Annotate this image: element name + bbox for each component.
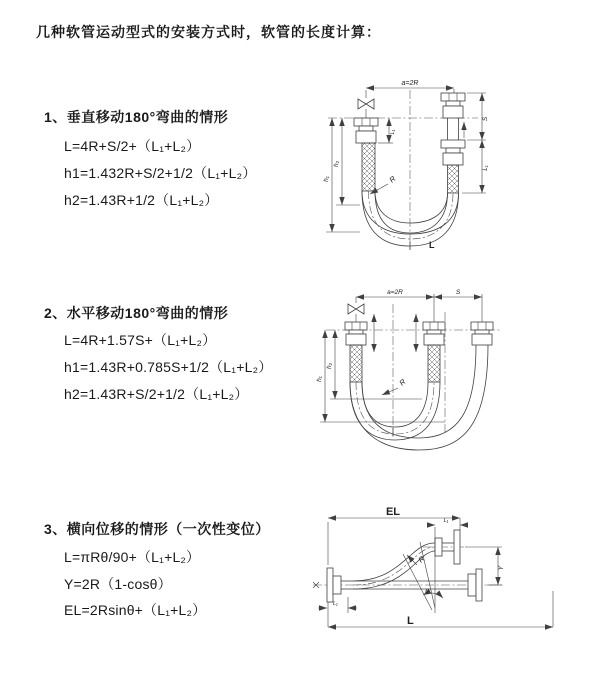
dim-label-s: S	[482, 116, 489, 122]
displaced-hose	[353, 543, 435, 589]
dim-label-r: R	[387, 174, 398, 185]
dim-label-r: R	[397, 377, 408, 388]
dim-label-l: L	[429, 240, 435, 250]
left-fitting	[354, 118, 378, 191]
dim-label-l1-left: L₁	[333, 601, 338, 607]
section3-formula-EL: EL=2Rsinθ+（L₁+L₂）	[64, 602, 207, 618]
right-fitting-lower	[441, 140, 465, 193]
dim-label-el: EL	[385, 506, 401, 518]
dim-label-s: S	[455, 289, 461, 296]
section3-heading: 3、横向位移的情形（一次性变位）	[44, 521, 270, 537]
dim-label-h2: h₂	[326, 362, 333, 370]
dimension-lines	[318, 518, 553, 627]
valve-icon	[348, 304, 364, 322]
dimension-labels	[323, 80, 489, 250]
left-fitting	[345, 322, 367, 382]
diagram-lateral-displacement	[305, 505, 595, 640]
section3-formula-L: L=πRθ/90+（L₁+L₂）	[64, 549, 201, 565]
dim-label-a2r: a=2R	[387, 289, 403, 296]
dim-label-theta: θ	[425, 588, 429, 595]
dim-label-h1: h₁	[323, 176, 330, 182]
section2-formula-h2: h2=1.43R+S/2+1/2（L₁+L₂）	[64, 386, 249, 402]
dim-label-h2: h₂	[333, 160, 340, 168]
section1-heading: 1、垂直移动180°弯曲的情形	[44, 109, 229, 125]
dim-label-a2r: a=2R	[401, 80, 419, 87]
section1-formula-h1: h1=1.432R+S/2+1/2（L₁+L₂）	[64, 165, 257, 181]
dimension-lines	[320, 294, 482, 422]
braid-section	[362, 143, 375, 191]
section2-heading: 2、水平移动180°弯曲的情形	[44, 305, 229, 321]
section1-formula-L: L=4R+S/2+（L₁+L₂）	[64, 138, 201, 154]
dim-label-l1-right: L₁	[443, 518, 449, 524]
dim-label-l1-left: L₁	[390, 129, 396, 135]
dim-label-r: R	[416, 554, 427, 565]
braid-section	[448, 165, 459, 193]
section2-formula-h1: h1=1.43R+0.785S+1/2（L₁+L₂）	[64, 359, 273, 375]
dim-label-l1-right: L₁	[483, 165, 489, 171]
dim-label-l: L	[407, 615, 414, 627]
diagram-vertical-180-bend	[312, 76, 532, 252]
right-fitting-upper	[441, 93, 465, 118]
middle-fitting	[423, 322, 445, 382]
diagram-horizontal-180-bend	[312, 282, 552, 457]
right-fitting	[471, 322, 493, 345]
page-title: 几种软管运动型式的安装方式时，软管的长度计算：	[36, 24, 381, 40]
dim-label-h1: h₁	[316, 376, 323, 382]
section3-formula-Y: Y=2R（1-cosθ）	[64, 576, 172, 592]
section1-formula-h2: h2=1.43R+1/2（L₁+L₂）	[64, 192, 219, 208]
braid-section	[350, 345, 362, 382]
dim-label-y: Y	[498, 565, 505, 571]
hose-arcs	[350, 345, 488, 450]
valve-icon	[358, 99, 374, 118]
right-leg	[448, 118, 459, 140]
dimension-labels	[333, 506, 505, 627]
section2-formula-L: L=4R+1.57S+（L₁+L₂）	[64, 332, 217, 348]
braid-section	[428, 345, 440, 382]
